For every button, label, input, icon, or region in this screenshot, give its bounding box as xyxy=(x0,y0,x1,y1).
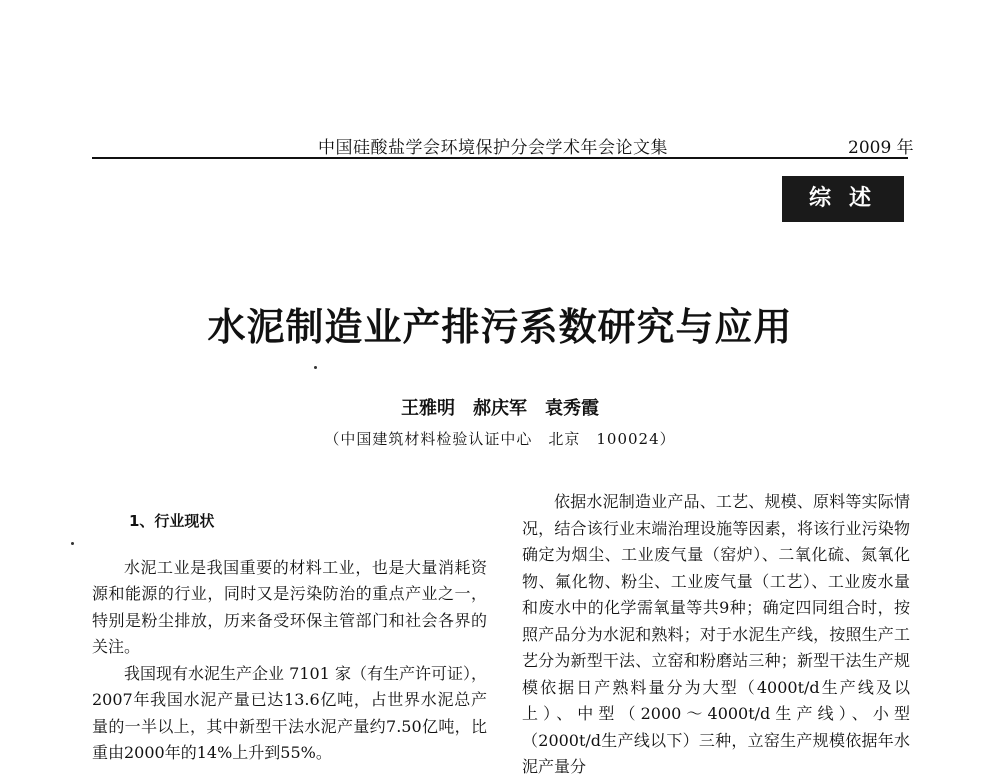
affiliation: （中国建筑材料检验认证中心 北京 100024） xyxy=(324,430,676,448)
author-list: 王雅明 郝庆军 袁秀霞 xyxy=(401,398,599,419)
paragraph: 我国现有水泥生产企业 7101 家（有生产许可证），2007年我国水泥产量已达13.6亿吨，占世界水泥总产量的一半以上，其中新型干法水泥产量约7.50亿吨，比重由2000年的14%上升到55%。 xyxy=(92,663,487,762)
section-type-badge: 综述 xyxy=(782,176,904,222)
scan-speck xyxy=(71,542,74,545)
left-column xyxy=(92,508,487,767)
paper-title: 水泥制造业产排污系数研究与应用 xyxy=(207,304,793,349)
section-heading: 1、行业现状 xyxy=(129,512,215,530)
header-rule xyxy=(92,157,908,159)
right-column xyxy=(522,489,910,781)
paragraph: 依据水泥制造业产品、工艺、规模、原料等实际情况，结合该行业末端治理设施等因素，将该行业污染物确定为烟尘、工业废气量（窑炉）、二氧化硫、氮氧化物、氟化物、粉尘、工业废气量（工艺）、工业废水量和废水中的化学需氧量等共9种；确定四同组合时，按照产品分为水泥和熟料；对于水泥生产线，按照生产工艺分为新型干法、立窑和粉磨站三种；新型干法生产规模依据日产熟料量分为大型（4000t/d生产线及以上）、中型（2000～4000t/d生产线）、小型（2000t/d生产线以下）三种，立窑生产规模依据年水泥产量分 xyxy=(522,492,910,776)
scan-speck xyxy=(314,366,317,369)
paragraph: 水泥工业是我国重要的材料工业，也是大量消耗资源和能源的行业，同时又是污染防治的重点产业之一，特别是粉尘排放，历来备受环保主管部门和社会各界的关注。 xyxy=(92,557,487,656)
running-header-year: 2009 年 xyxy=(848,138,914,158)
running-header-title: 中国硅酸盐学会环境保护分会学术年会论文集 xyxy=(318,138,668,158)
